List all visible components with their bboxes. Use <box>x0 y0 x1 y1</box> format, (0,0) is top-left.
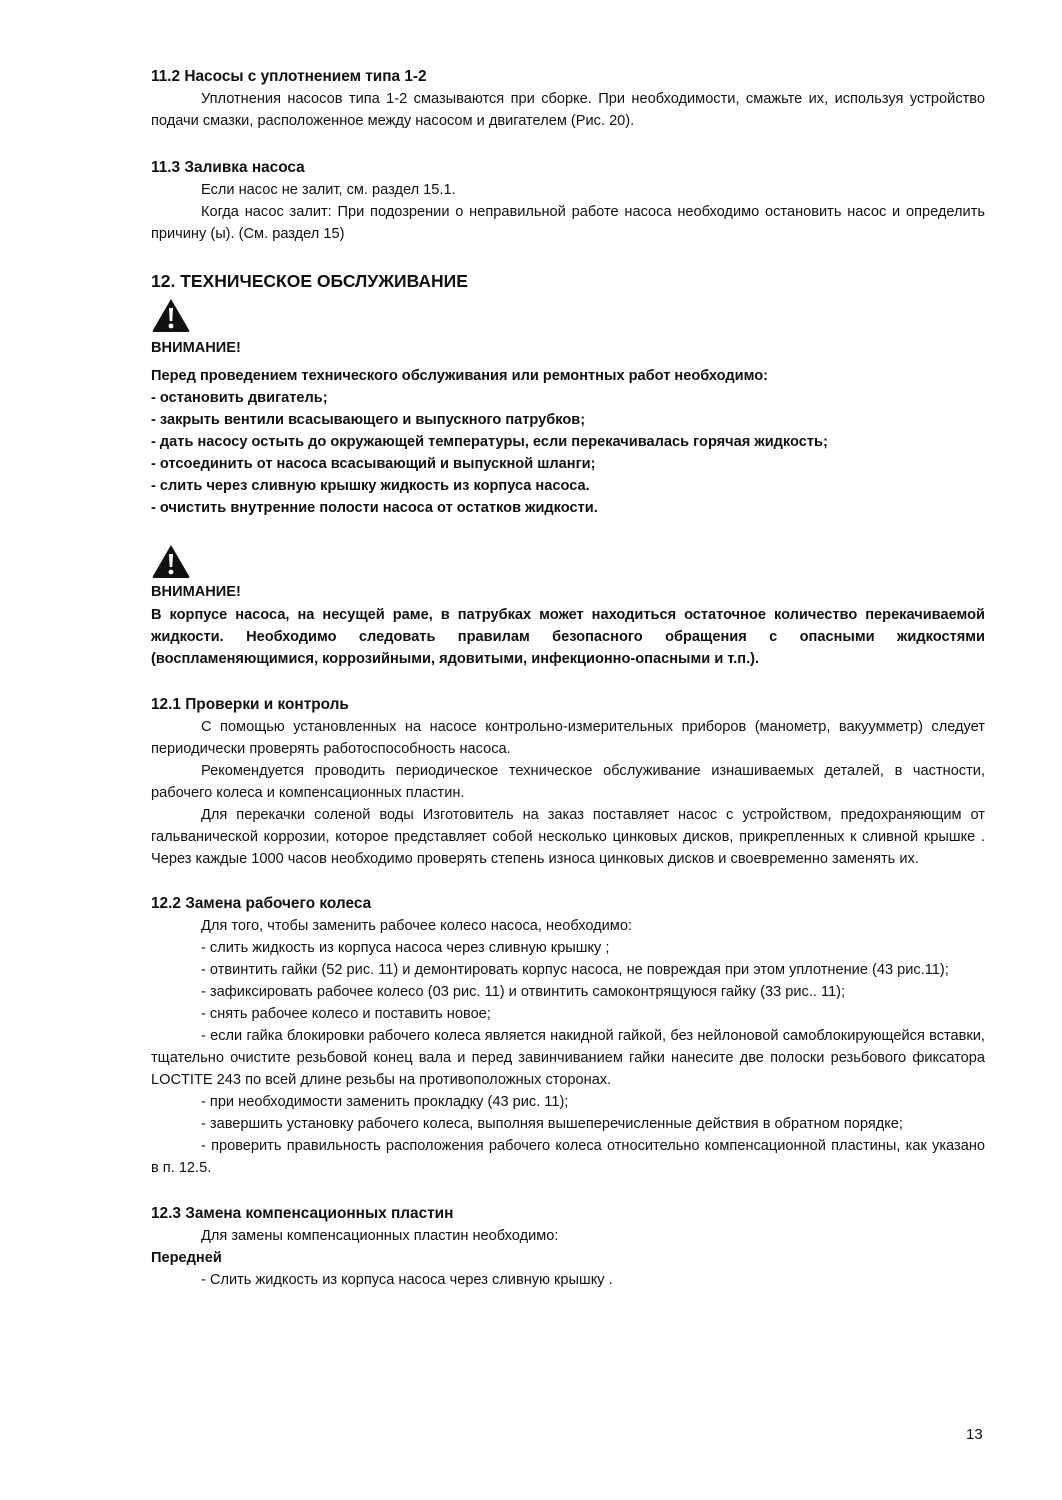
page-number: 13 <box>966 1426 983 1443</box>
section-12-2-step: - завершить установку рабочего колеса, выполняя вышеперечисленные действия в обратном порядке; <box>201 1116 903 1132</box>
section-12-2-step: - снять рабочее колесо и поставить новое; <box>201 1006 491 1022</box>
section-12-2-step: - зафиксировать рабочее колесо (03 рис. 11) и отвинтить самоконтрящуюся гайку (33 рис.. 11); <box>201 984 846 1000</box>
section-11-3-title: 11.3 Заливка насоса <box>151 159 305 176</box>
section-12-1-title: 12.1 Проверки и контроль <box>151 696 349 713</box>
section-11-2-title: 11.2 Насосы с уплотнением типа 1-2 <box>151 68 427 85</box>
warning-1-line: - закрыть вентили всасывающего и выпускного патрубков; <box>151 412 586 428</box>
warning-1-line: - остановить двигатель; <box>151 390 328 406</box>
section-12-title: 12. ТЕХНИЧЕСКОЕ ОБСЛУЖИВАНИЕ <box>151 271 468 291</box>
section-12-1-text-1: С помощью установленных на насосе контрольно-измерительных приборов (манометр, вакуумметр) следует периодически проверять работоспособность насоса. <box>151 719 985 757</box>
document-page <box>151 66 985 1291</box>
section-12-2-text: Для того, чтобы заменить рабочее колесо насоса, необходимо: <box>201 918 632 934</box>
section-11-3-text-1: Если насос не залит, см. раздел 15.1. <box>201 182 456 198</box>
section-12-3-text: Для замены компенсационных пластин необходимо: <box>201 1228 559 1244</box>
section-12-2-step: - если гайка блокировки рабочего колеса является накидной гайкой, без нейлоновой самоблокирующейся вставки, тщательно очистите резьбовой конец вала и перед завинчиванием гайки нанесите две полоски резьбового фиксатора LOCTITE 243 по всей длине резьбы на противоположных сторонах. <box>151 1028 985 1088</box>
warning-1-label: ВНИМАНИЕ! <box>151 340 241 356</box>
section-12-2-step: - слить жидкость из корпуса насоса через сливную крышку ; <box>201 940 610 956</box>
section-11-2-text: Уплотнения насосов типа 1-2 смазываются при сборке. При необходимости, смажьте их, используя устройство подачи смазки, расположенное между насосом и двигателем (Рис. 20). <box>151 91 985 129</box>
warning-triangle-icon <box>151 297 191 333</box>
section-12-2-step: - отвинтить гайки (52 рис. 11) и демонтировать корпус насоса, не повреждая при этом уплотнение (43 рис.11); <box>201 962 949 978</box>
warning-1-line: - дать насосу остыть до окружающей температуры, если перекачивалась горячая жидкость; <box>151 434 828 450</box>
section-12-3-subheading: Передней <box>151 1250 222 1266</box>
warning-1-list <box>151 365 985 519</box>
section-12-2-step: - проверить правильность расположения рабочего колеса относительно компенсационной пластины, как указано в п. 12.5. <box>151 1138 985 1176</box>
warning-1-line: Перед проведением технического обслуживания или ремонтных работ необходимо: <box>151 368 769 384</box>
section-12-3-step: - Слить жидкость из корпуса насоса через сливную крышку . <box>201 1272 613 1288</box>
warning-1-line: - отсоединить от насоса всасывающий и выпускной шланги; <box>151 456 596 472</box>
warning-1-line: - очистить внутренние полости насоса от остатков жидкости. <box>151 500 598 516</box>
section-12-2-step: - при необходимости заменить прокладку (43 рис. 11); <box>201 1094 569 1110</box>
section-12-3-title: 12.3 Замена компенсационных пластин <box>151 1205 454 1222</box>
section-12-1-text-2: Рекомендуется проводить периодическое техническое обслуживание изнашиваемых деталей, в частности, рабочего колеса и компенсационных пластин. <box>151 763 985 801</box>
section-12-2-title: 12.2 Замена рабочего колеса <box>151 895 372 912</box>
warning-triangle-icon <box>151 543 191 579</box>
section-11-3-text-2: Когда насос залит: При подозрении о неправильной работе насоса необходимо остановить насос и определить причину (ы). (См. раздел 15) <box>151 204 985 242</box>
warning-1-line: - слить через сливную крышку жидкость из корпуса насоса. <box>151 478 590 494</box>
warning-2-text: В корпусе насоса, на несущей раме, в патрубках может находиться остаточное количество перекачиваемой жидкости. Необходимо следовать правилам безопасного обращения с опасными жидкостями (воспламеняющимися, коррозийными, ядовитыми, инфекционно-опасными и т.п.). <box>151 607 985 667</box>
warning-2-label: ВНИМАНИЕ! <box>151 584 241 600</box>
section-12-1-text-3: Для перекачки соленой воды Изготовитель на заказ поставляет насос с устройством, предохраняющим от гальванической коррозии, которое представляет собой несколько цинковых дисков, прикрепленных к сливной крышке . Через каждые 1000 часов необходимо проверять степень износа цинковых дисков и своевременно заменять их. <box>151 807 985 867</box>
